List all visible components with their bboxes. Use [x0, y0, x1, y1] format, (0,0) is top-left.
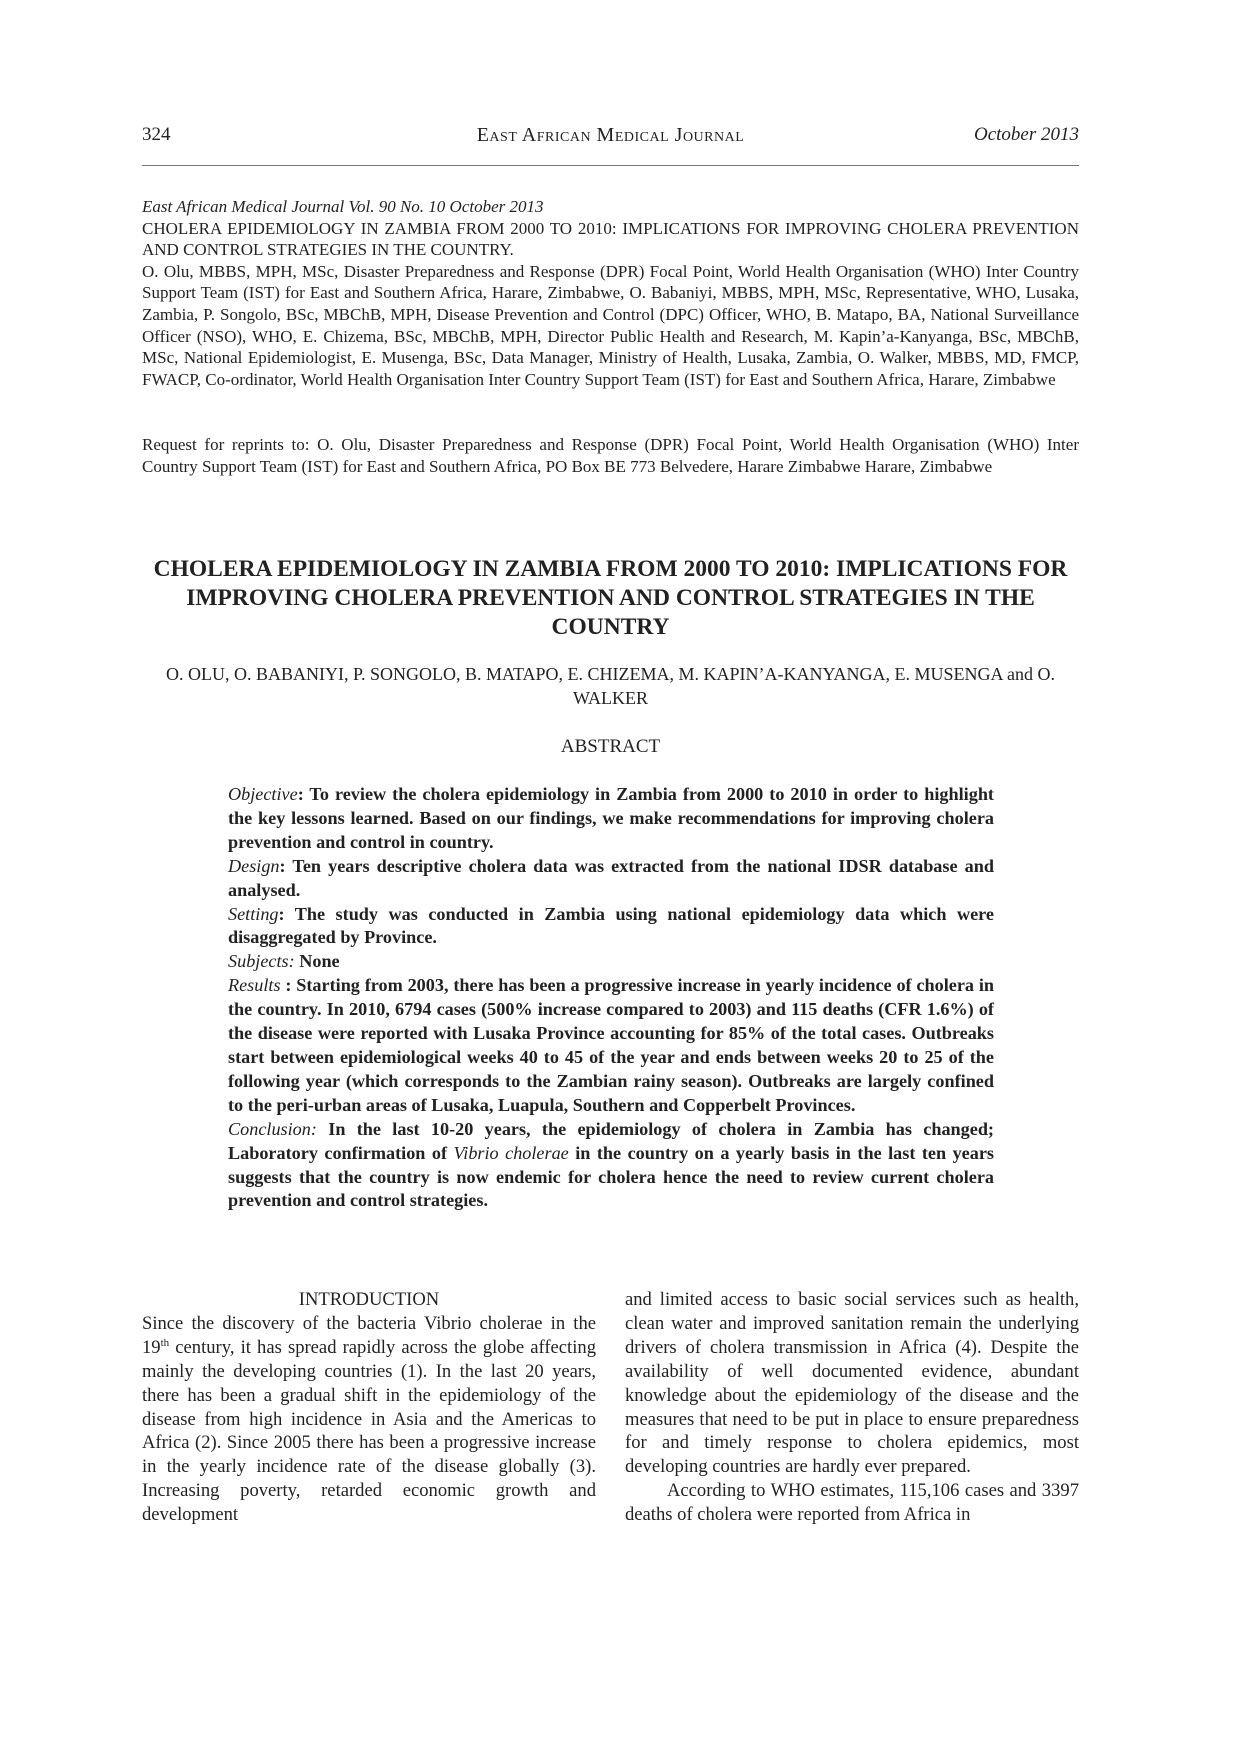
ordinal-suffix: th: [160, 1336, 170, 1349]
setting-text: : The study was conducted in Zambia using national epidemiology data which were disaggregated by Province.: [228, 903, 994, 948]
abstract-objective: [228, 783, 994, 855]
objective-label: Objective: [228, 784, 298, 804]
introduction-paragraph-1-continued: and limited access to basic social services such as health, clean water and improved sanitation remain the underlying drivers of cholera transmission in Africa (4). Despite the availability of well documented evidence, abundant knowledge about the epidemiology of the disease and the measures that need to be put in place to ensure preparedness for and timely response to cholera epidemics, most developing countries are hardly ever prepared.: [625, 1289, 1079, 1478]
abstract-heading: ABSTRACT: [560, 736, 661, 757]
conclusion-text-b: in the country on a yearly basis in the last ten years suggests that the country is now endemic for cholera hence the need to review current cholera prevention and control strategies.: [228, 1142, 994, 1211]
intro-p1-part-b: century, it has spread rapidly across the globe affecting mainly the developing countries (1). In the last 20 years, there has been a gradual shift in the epidemiology of the disease from high incidence in Asia and the Americas to Africa (2). Since 2005 there has been a progressive increase in the yearly incidence rate of the disease globally (3). Increasing poverty, retarded economic growth and development: [142, 1336, 596, 1526]
abstract-design: [228, 855, 994, 903]
conclusion-text-a: In the last 10-20 years, the epidemiology of cholera in Zambia has changed; Laboratory confirmation of: [228, 1118, 994, 1163]
intro-p1-part-a: Since the discovery of the bacteria Vibrio cholerae in the 19: [142, 1312, 596, 1358]
design-label: Design: [228, 855, 280, 876]
article-title: CHOLERA EPIDEMIOLOGY IN ZAMBIA FROM 2000 TO 2010: IMPLICATIONS FOR IMPROVING CHOLERA PREVENTION AND CONTROL STRATEGIES IN THE COUNTRY: [153, 556, 1068, 640]
page-number: 324: [142, 124, 171, 145]
header-rule: [142, 165, 1079, 166]
design-text: : Ten years descriptive cholera data was extracted from the national IDSR database and analysed.: [228, 855, 994, 900]
results-label: Results: [228, 975, 281, 996]
abstract-setting: [228, 903, 994, 951]
results-text: : Starting from 2003, there has been a progressive increase in yearly incidence of cholera in the country. In 2010, 6794 cases (500% increase compared to 2003) and 115 deaths (CFR 1.6%) of the disease were reported with Lusaka Province accounting for 85% of the total cases. Outbreaks start between epidemiological weeks 40 to 45 of the year and ends between weeks 20 to 25 of the following year (which corresponds to the Zambian rainy season). Outbreaks are largely confined to the peri-urban areas of Lusaka, Luapula, Southern and Copperbelt Provinces.: [228, 975, 994, 1115]
author-list: O. OLU, O. BABANIYI, P. SONGOLO, B. MATAPO, E. CHIZEMA, M. KAPIN’A-KANYANGA, E. MUSENGA and O. WALKER: [165, 664, 1056, 708]
subjects-label: Subjects:: [228, 951, 295, 972]
running-head: [142, 124, 1079, 154]
citation: East African Medical Journal Vol. 90 No. 10 October 2013: [142, 197, 544, 216]
species-name: Vibrio cholerae: [453, 1142, 569, 1163]
subjects-text: None: [294, 951, 340, 972]
introduction-paragraph-1: [142, 1312, 596, 1527]
abstract-results: [228, 974, 994, 1117]
introduction-heading: INTRODUCTION: [298, 1289, 440, 1310]
issue-date: October 2013: [973, 124, 1079, 145]
body-column-right: [625, 1288, 1079, 1527]
setting-label: Setting: [228, 903, 279, 924]
affiliations: O. Olu, MBBS, MPH, MSc, Disaster Preparedness and Response (DPR) Focal Point, World Health Organisation (WHO) Inter Country Support Team (IST) for East and Southern Africa, Harare, Zimbabwe, O. Babaniyi, MBBS, MPH, MSc, Representative, WHO, Lusaka, Zambia, P. Songolo, BSc, MBChB, MPH, Disease Prevention and Control (DPC) Officer, WHO, B. Matapo, BA, National Surveillance Officer (NSO), WHO, E. Chizema, BSc, MBChB, MPH, Director Public Health and Research, M. Kapin’a-Kanyanga, BSc, MBChB, MSc, National Epidemiologist, E. Musenga, BSc, Data Manager, Ministry of Health, Lusaka, Zambia, O. Walker, MBBS, MD, FMCP, FWACP, Co-ordinator, World Health Organisation Inter Country Support Team (IST) for East and Southern Africa, Harare, Zimbabwe: [142, 261, 1079, 389]
short-title: CHOLERA EPIDEMIOLOGY IN ZAMBIA FROM 2000 TO 2010: IMPLICATIONS FOR IMPROVING CHOLERA PREVENTION AND CONTROL STRATEGIES IN THE COUNTRY.: [142, 218, 1079, 260]
abstract-conclusion: [228, 1118, 994, 1214]
abstract-subjects: [228, 950, 994, 974]
abstract: [228, 783, 994, 1213]
body-column-left: [142, 1288, 596, 1527]
journal-name: East African Medical Journal: [476, 124, 745, 146]
conclusion-label: Conclusion:: [228, 1118, 317, 1139]
introduction-paragraph-2: According to WHO estimates, 115,106 cases and 3397 deaths of cholera were reported from Africa in: [625, 1480, 1079, 1526]
reprint-request: [142, 434, 1079, 477]
article-metadata: [142, 196, 1079, 390]
objective-text: : To review the cholera epidemiology in Zambia from 2000 to 2010 in order to highlight the key lessons learned. Based on our findings, we make recommendations for improving cholera prevention and control in country.: [228, 784, 994, 852]
reprint-text: Request for reprints to: O. Olu, Disaster Preparedness and Response (DPR) Focal Point, World Health Organisation (WHO) Inter Country Support Team (IST) for East and Southern Africa, PO Box BE 773 Belvedere, Harare Zimbabwe Harare, Zimbabwe: [142, 435, 1079, 476]
